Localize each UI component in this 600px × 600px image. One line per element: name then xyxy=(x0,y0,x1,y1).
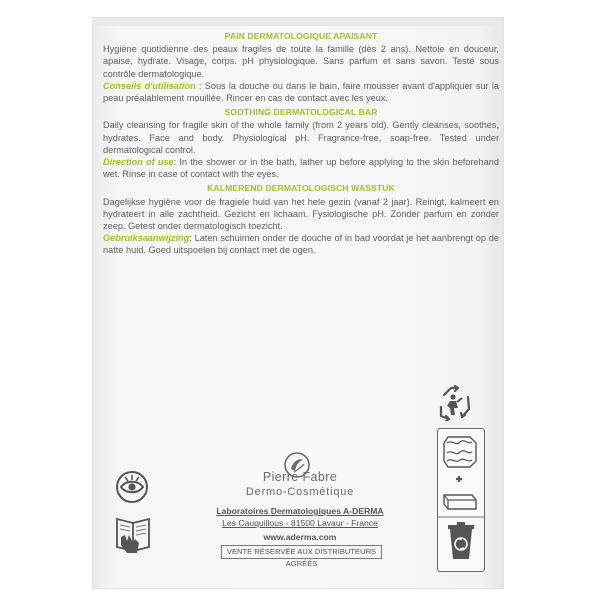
nl-usage-text: : Laten schuimen onder de douche of in bad voordat je het aanbrengt op de natte huid. Goed uitspoelen bij contact met de ogen. xyxy=(103,233,499,256)
en-description: Daily cleansing for fragile skin of the whole family (from 2 years old). Gently cleanses, soothes, hydrates. Face and body. Physiological pH. Fragrance-free, soap-free. Tested under dermatological control. xyxy=(103,120,499,155)
box-flap xyxy=(95,18,501,26)
website: www.aderma.com xyxy=(263,532,337,542)
en-usage-text: : In the shower or in the bath, lather up before applying to the skin beforehand wet. Rinse in case of contact with the eyes. xyxy=(103,157,499,180)
nl-title: KALMEREND DERMATOLOGISCH WASSTUK xyxy=(207,183,395,194)
hand-leaflet-icon xyxy=(113,515,153,555)
eye-icon xyxy=(115,470,149,504)
laboratory-address: Les Cauquillous - 81500 Lavaur - France xyxy=(222,518,378,528)
fr-usage xyxy=(103,80,499,104)
recycle-person-icon xyxy=(438,385,472,421)
distribution-notice: VENTE RÉSERVÉE AUX DISTRIBUTEURS AGRÉÉS xyxy=(221,545,382,559)
en-title: SOOTHING DERMATOLOGICAL BAR xyxy=(224,107,378,118)
fr-usage-text: : Sous la douche ou dans le bain, faire mousser avant d'appliquer sur la peau préalablement mouillée. Rincer en cas de contact avec les yeux. xyxy=(103,80,499,104)
brand-division: Dermo-Cosmétique xyxy=(245,486,355,498)
fr-description: Hygiène quotidienne des peaux fragiles de toute la famille (dès 2 ans). Nettoie en douceur, apaise, hydrate. Visage, corps. pH physiologique. Sans parfum et sans savon. Testé sous contrôle dermatologique. xyxy=(103,44,499,79)
nl-description: Dagelijkse hygiëne voor de fragiele huid van het hele gezin (vanaf 2 jaar). Reinigt, kalmeert en hydrateert in alle zachtheid. Gezicht en lichaam. Fysiologische pH. Zonder parfum en zonder zeep. Getest onder dermatologisch toezicht. xyxy=(103,196,499,232)
laboratory-name: Laboratoires Dermatologiques A-DERMA xyxy=(216,506,384,516)
brand-name: Pierre Fabre xyxy=(262,470,338,484)
fr-title: PAIN DERMATOLOGIQUE APAISANT xyxy=(224,31,378,41)
nl-usage xyxy=(103,232,499,256)
fr-usage-label: Conseils d'utilisation xyxy=(103,80,196,91)
en-usage xyxy=(103,156,499,180)
en-usage-label: Direction of use xyxy=(103,157,174,168)
nl-usage-label: Gebruiksaanwijzing xyxy=(103,233,190,244)
product-text-block xyxy=(103,28,499,257)
sorting-info-icon xyxy=(437,428,485,572)
